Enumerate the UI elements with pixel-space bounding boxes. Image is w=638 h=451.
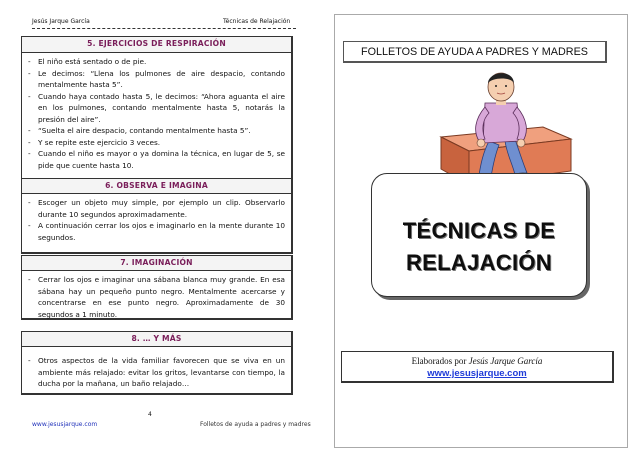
section-title: 8. … Y MÁS	[22, 332, 291, 347]
page-number: 4	[148, 411, 152, 418]
section-more	[21, 331, 293, 395]
list-item: - Le decimos: “Llena los pulmones de aire despacio, contando mentalmente hasta 5”.	[28, 68, 285, 91]
section-breathing-exercises	[21, 36, 293, 182]
list-item: - Y se repite este ejercicio 3 veces.	[28, 137, 285, 149]
credit-author: Jesús Jarque García	[468, 356, 543, 366]
credit-prefix: Elaborados por	[411, 356, 469, 366]
cover-title-box	[371, 173, 587, 297]
footer-site-link[interactable]: www.jesusjarque.com	[32, 421, 98, 428]
list-item: - Otros aspectos de la vida familiar favorecen que se viva en un ambiente más relajado: evitar los gritos, levantarse con tiempo, la ducha por la mañana, un baño relajado…	[28, 355, 285, 390]
section-title: 6. OBSERVA E IMAGINA	[22, 179, 291, 194]
footer-label: Folletos de ayuda a padres y madres	[200, 421, 311, 428]
list-item: - Cuando haya contado hasta 5, le decimos: “Ahora aguanta el aire en los pulmones, contando mentalmente hasta 5, notarás la presión del aire”.	[28, 91, 285, 126]
header-author: Jesús Jarque García	[32, 18, 90, 25]
cover-title-line-2: RELAJACIÓN	[405, 250, 552, 275]
header-divider	[32, 28, 296, 29]
credit-website-link[interactable]: www.jesusjarque.com	[427, 368, 527, 379]
section-imagination	[21, 255, 293, 320]
section-list	[22, 194, 291, 246]
list-item: - Cuando el niño es mayor o ya domina la técnica, en lugar de 5, se pide que cuente hasta 10.	[28, 148, 285, 171]
cover-title-line-1: TÉCNICAS DE	[402, 218, 556, 243]
credit-text	[342, 356, 612, 366]
section-observe-imagine	[21, 178, 293, 254]
header-topic: Técnicas de Relajación	[223, 18, 291, 25]
section-list	[22, 53, 291, 174]
section-title: 5. EJERCICIOS DE RESPIRACIÓN	[22, 37, 291, 53]
list-item: - A continuación cerrar los ojos e imaginarlo en la mente durante 10 segundos.	[28, 220, 285, 243]
section-title: 7. IMAGINACIÓN	[22, 256, 291, 271]
list-item: - “Suelta el aire despacio, contando mentalmente hasta 5”.	[28, 125, 285, 137]
section-list	[22, 271, 291, 323]
section-list	[22, 347, 291, 393]
list-item: - Cerrar los ojos e imaginar una sábana blanca muy grande. En esa sábana hay un pequeño punto negro. Mentalmente acercarse y concentrarse en ese punto negro. Aproximadamente de 30 segundos a 1 minuto.	[28, 274, 285, 320]
brochure-series-label: FOLLETOS DE AYUDA A PADRES Y MADRES	[343, 41, 607, 63]
credit-box	[341, 351, 614, 383]
right-page-cover	[334, 14, 628, 448]
list-item: - Escoger un objeto muy simple, por ejemplo un clip. Observarlo durante 10 segundos aproximadamente.	[28, 197, 285, 220]
list-item: - El niño está sentado o de pie.	[28, 56, 285, 68]
